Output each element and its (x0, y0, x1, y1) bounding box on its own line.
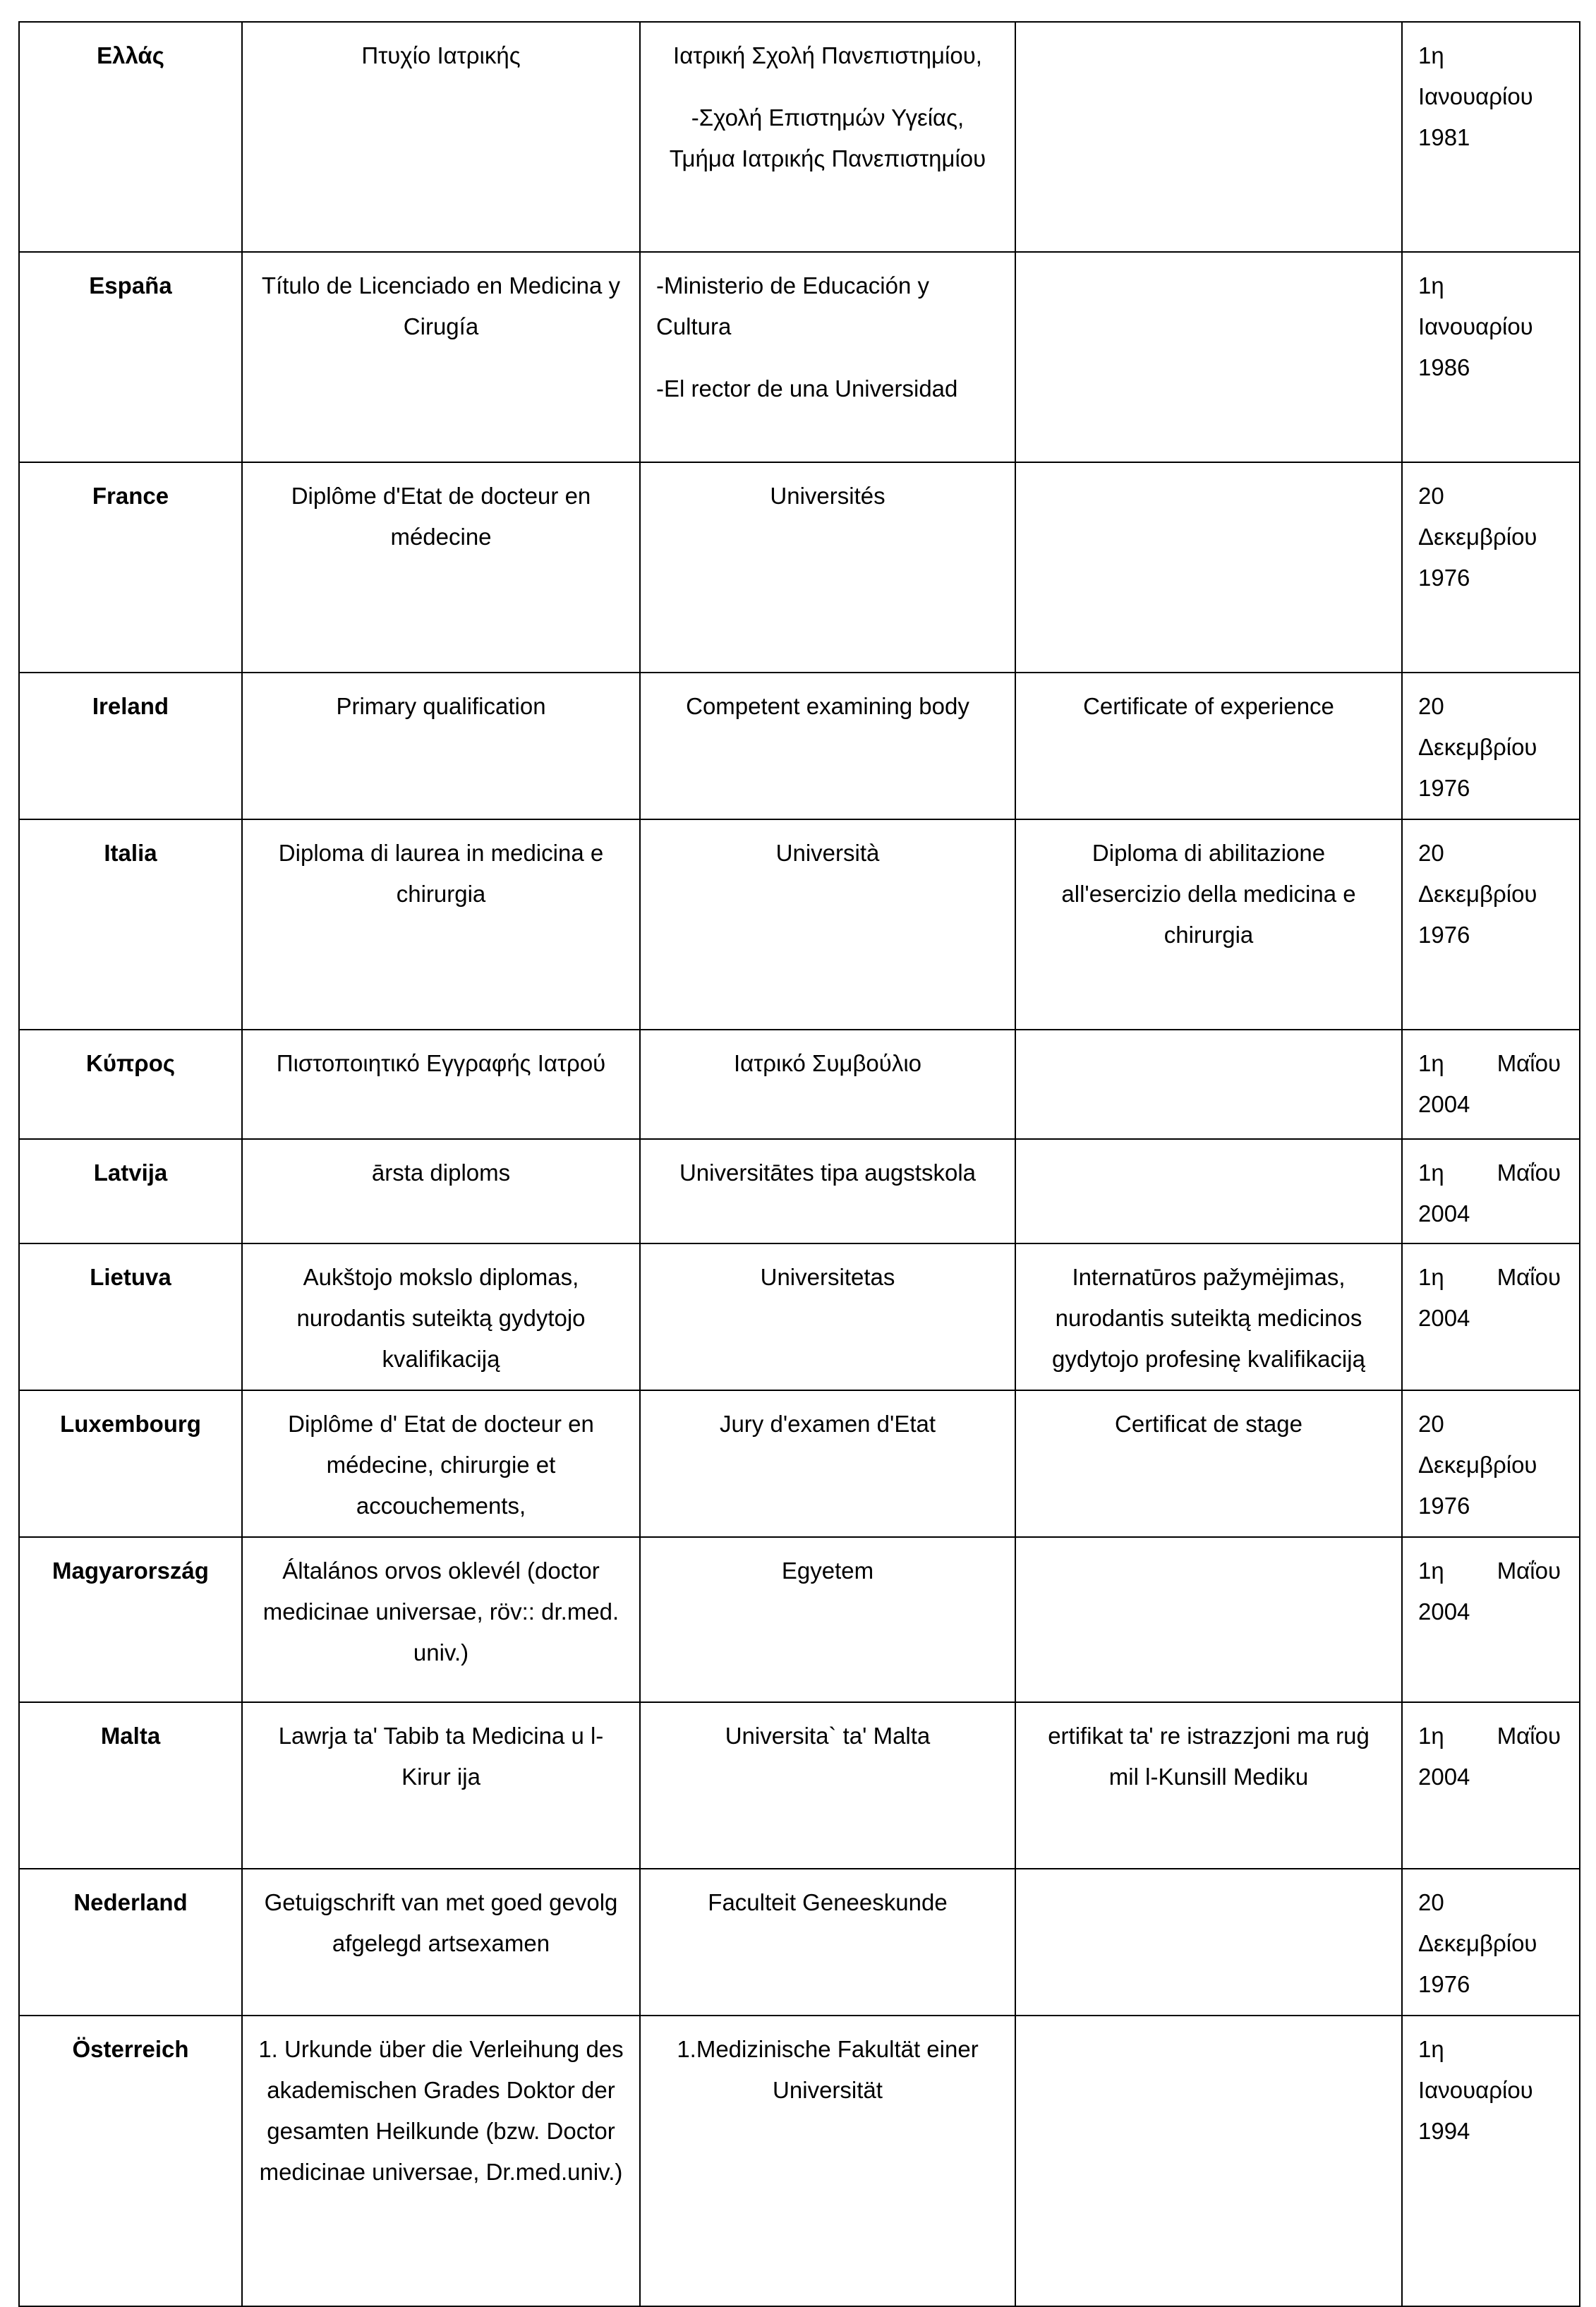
country-name: Ireland (92, 693, 169, 719)
date-year: 2004 (1418, 1598, 1470, 1625)
date-month: Δεκεμβρίου (1418, 1452, 1537, 1478)
awarding-body-text: Faculteit Geneeskunde (708, 1889, 948, 1915)
certificate-cell (1015, 1537, 1402, 1702)
country-cell (19, 462, 242, 673)
date-cell (1402, 1243, 1580, 1390)
country-cell (19, 252, 242, 462)
date-day-month (1418, 1257, 1564, 1298)
qualification-cell (242, 1243, 640, 1390)
table-row (19, 252, 1580, 462)
table-row (19, 22, 1580, 252)
awarding-body-cell (640, 2016, 1015, 2306)
date-month: Μαΐου (1497, 1050, 1561, 1076)
awarding-body-text: Egyetem (781, 1558, 874, 1584)
date-month: Μαΐου (1497, 1558, 1561, 1584)
date-year: 2004 (1418, 1200, 1470, 1227)
date-year: 2004 (1418, 1305, 1470, 1331)
date-cell (1402, 1390, 1580, 1537)
date-day-month (1418, 1043, 1564, 1084)
qualification-text: Πτυχίο Ιατρικής (361, 42, 521, 68)
qualification-text: Diplôme d' Etat de docteur en médecine, chirurgie et accouchements, (288, 1411, 594, 1519)
table-row (19, 1869, 1580, 2016)
date-cell (1402, 462, 1580, 673)
qualification-text: Getuigschrift van met goed gevolg afgelegd artsexamen (264, 1889, 618, 1956)
country-cell (19, 22, 242, 252)
date-cell (1402, 2016, 1580, 2306)
date-day-month (1418, 1550, 1564, 1591)
country-cell (19, 1139, 242, 1243)
qualification-text: Lawrja ta' Tabib ta Medicina u l-Kirur ija (278, 1723, 604, 1790)
country-name: España (89, 272, 172, 299)
date-day: 1η (1418, 1264, 1444, 1290)
date-cell (1402, 1869, 1580, 2016)
qualification-cell (242, 1537, 640, 1702)
certificate-text: Certificat de stage (1115, 1411, 1302, 1437)
date-year: 1994 (1418, 2118, 1470, 2144)
country-name: Lietuva (90, 1264, 171, 1290)
country-name: Nederland (73, 1889, 188, 1915)
certificate-cell (1015, 1243, 1402, 1390)
date-day: 1η (1418, 272, 1444, 299)
certificate-text: Internatūros pažymėjimas, nurodantis suteiktą medicinos gydytojo profesinę kvalifikaciją (1052, 1264, 1365, 1372)
country-cell (19, 2016, 242, 2306)
table-row (19, 1030, 1580, 1139)
awarding-body-text: Ιατρική Σχολή Πανεπιστημίου, (673, 42, 982, 68)
date-cell (1402, 1030, 1580, 1139)
certificate-cell (1015, 22, 1402, 252)
table-row (19, 1537, 1580, 1702)
qualification-text: Általános orvos oklevél (doctor medicinae universae, röv:: dr.med. univ.) (262, 1558, 619, 1666)
awarding-body-cell (640, 252, 1015, 462)
date-month: Δεκεμβρίου (1418, 524, 1537, 550)
date-cell (1402, 1537, 1580, 1702)
awarding-body-cell (640, 1390, 1015, 1537)
country-name: Italia (104, 840, 157, 866)
country-name: Magyarország (52, 1558, 209, 1584)
country-name: France (92, 483, 169, 509)
date-day: 1η (1418, 2036, 1444, 2062)
qualification-text: Primary qualification (336, 693, 546, 719)
certificate-cell (1015, 1869, 1402, 2016)
qualification-text: Diplôme d'Etat de docteur en médecine (291, 483, 591, 550)
date-cell (1402, 22, 1580, 252)
table-row (19, 819, 1580, 1030)
qualification-cell (242, 22, 640, 252)
qualification-cell (242, 1869, 640, 2016)
table-row (19, 1243, 1580, 1390)
certificate-text: ertifikat ta' re istrazzjoni ma ruġ mil l-Kunsill Mediku (1048, 1723, 1370, 1790)
country-cell (19, 1702, 242, 1869)
qualification-cell (242, 1030, 640, 1139)
table-row (19, 2016, 1580, 2306)
date-year: 1976 (1418, 775, 1470, 801)
awarding-body-text: Università (775, 840, 880, 866)
country-name: Κύπρος (85, 1050, 176, 1076)
date-day: 1η (1418, 1050, 1444, 1076)
awarding-body-cell (640, 22, 1015, 252)
certificate-cell (1015, 1390, 1402, 1537)
qualification-cell (242, 1390, 640, 1537)
date-day: 20 (1418, 693, 1444, 719)
awarding-body-text: -El rector de una Universidad (656, 375, 958, 402)
awarding-body-cell (640, 1030, 1015, 1139)
awarding-body-cell (640, 673, 1015, 819)
date-cell (1402, 819, 1580, 1030)
table-row (19, 462, 1580, 673)
table-row (19, 1139, 1580, 1243)
date-month: Μαΐου (1497, 1264, 1561, 1290)
table-row (19, 1390, 1580, 1537)
qualification-text: Aukštojo mokslo diplomas, nurodantis suteiktą gydytojo kvalifikaciją (296, 1264, 586, 1372)
qualification-cell (242, 819, 640, 1030)
certificate-cell (1015, 462, 1402, 673)
awarding-body-cell (640, 462, 1015, 673)
awarding-body-text: -Ministerio de Educación y Cultura (656, 272, 930, 339)
awarding-body-cell (640, 1702, 1015, 1869)
date-day: 20 (1418, 1889, 1444, 1915)
qualification-cell (242, 673, 640, 819)
qualifications-table (18, 21, 1580, 2307)
qualification-text: Πιστοποιητικό Εγγραφής Ιατρού (276, 1050, 606, 1076)
country-cell (19, 1030, 242, 1139)
date-cell (1402, 252, 1580, 462)
date-month: Ιανουαρίου (1418, 83, 1533, 109)
certificate-text: Diploma di abilitazione all'esercizio della medicina e chirurgia (1061, 840, 1356, 948)
awarding-body-text: Universités (770, 483, 885, 509)
qualification-cell (242, 1139, 640, 1243)
qualification-cell (242, 1702, 640, 1869)
table-row (19, 1702, 1580, 1869)
date-year: 1981 (1418, 124, 1470, 150)
date-day: 1η (1418, 1159, 1444, 1186)
certificate-cell (1015, 252, 1402, 462)
date-month: Δεκεμβρίου (1418, 1930, 1537, 1956)
country-cell (19, 673, 242, 819)
date-day: 1η (1418, 1723, 1444, 1749)
certificate-text: Certificate of experience (1083, 693, 1334, 719)
table-body (19, 22, 1580, 2306)
awarding-body-cell (640, 1139, 1015, 1243)
qualification-text: 1. Urkunde über die Verleihung des akademischen Grades Doktor der gesamten Heilkunde (bzw. Doctor medicinae universae, Dr.med.univ.) (258, 2036, 624, 2185)
awarding-body-cell (640, 1869, 1015, 2016)
date-day: 20 (1418, 840, 1444, 866)
date-year: 1976 (1418, 565, 1470, 591)
awarding-body-cell (640, 1243, 1015, 1390)
qualification-text: Título de Licenciado en Medicina y Cirugía (261, 272, 621, 339)
date-cell (1402, 673, 1580, 819)
date-year: 1976 (1418, 922, 1470, 948)
date-day: 1η (1418, 42, 1444, 68)
awarding-body-text: 1.Medizinische Fakultät einer Universität (677, 2036, 979, 2103)
certificate-cell (1015, 819, 1402, 1030)
country-name: Luxembourg (60, 1411, 201, 1437)
country-cell (19, 1390, 242, 1537)
date-year: 1976 (1418, 1493, 1470, 1519)
awarding-body-text: Competent examining body (686, 693, 969, 719)
date-day-month (1418, 1152, 1564, 1193)
date-day: 1η (1418, 1558, 1444, 1584)
date-year: 1976 (1418, 1971, 1470, 1997)
date-day-month (1418, 1716, 1564, 1757)
date-year: 1986 (1418, 354, 1470, 380)
table-row (19, 673, 1580, 819)
date-year: 2004 (1418, 1091, 1470, 1117)
certificate-cell (1015, 1702, 1402, 1869)
country-cell (19, 819, 242, 1030)
certificate-cell (1015, 673, 1402, 819)
awarding-body-cell (640, 819, 1015, 1030)
date-day: 20 (1418, 1411, 1444, 1437)
country-name: Latvija (93, 1159, 168, 1186)
awarding-body-text: Jury d'examen d'Etat (719, 1411, 936, 1437)
date-year: 2004 (1418, 1764, 1470, 1790)
date-month: Μαΐου (1497, 1159, 1561, 1186)
awarding-body-text: -Σχολή Επιστημών Υγείας, Τμήμα Ιατρικής Πανεπιστημίου (669, 104, 986, 171)
qualification-cell (242, 462, 640, 673)
qualification-cell (242, 2016, 640, 2306)
awarding-body-cell (640, 1537, 1015, 1702)
country-cell (19, 1243, 242, 1390)
country-cell (19, 1537, 242, 1702)
date-day: 20 (1418, 483, 1444, 509)
qualification-text: ārsta diploms (371, 1159, 511, 1186)
country-name: Österreich (72, 2036, 189, 2062)
certificate-cell (1015, 2016, 1402, 2306)
country-name: Malta (100, 1723, 161, 1749)
awarding-body-text: Universita` ta' Malta (725, 1723, 931, 1749)
country-name: Ελλάς (97, 42, 164, 68)
country-cell (19, 1869, 242, 2016)
awarding-body-text: Universitetas (760, 1264, 895, 1290)
date-month: Ιανουαρίου (1418, 2077, 1533, 2103)
awarding-body-text: Universitātes tipa augstskola (679, 1159, 977, 1186)
qualification-text: Diploma di laurea in medicina e chirurgia (278, 840, 604, 907)
certificate-cell (1015, 1139, 1402, 1243)
awarding-body-text: Ιατρικό Συμβούλιο (733, 1050, 922, 1076)
date-cell (1402, 1702, 1580, 1869)
date-month: Δεκεμβρίου (1418, 881, 1537, 907)
date-cell (1402, 1139, 1580, 1243)
qualification-cell (242, 252, 640, 462)
date-month: Δεκεμβρίου (1418, 734, 1537, 760)
certificate-cell (1015, 1030, 1402, 1139)
date-month: Μαΐου (1497, 1723, 1561, 1749)
date-month: Ιανουαρίου (1418, 313, 1533, 339)
